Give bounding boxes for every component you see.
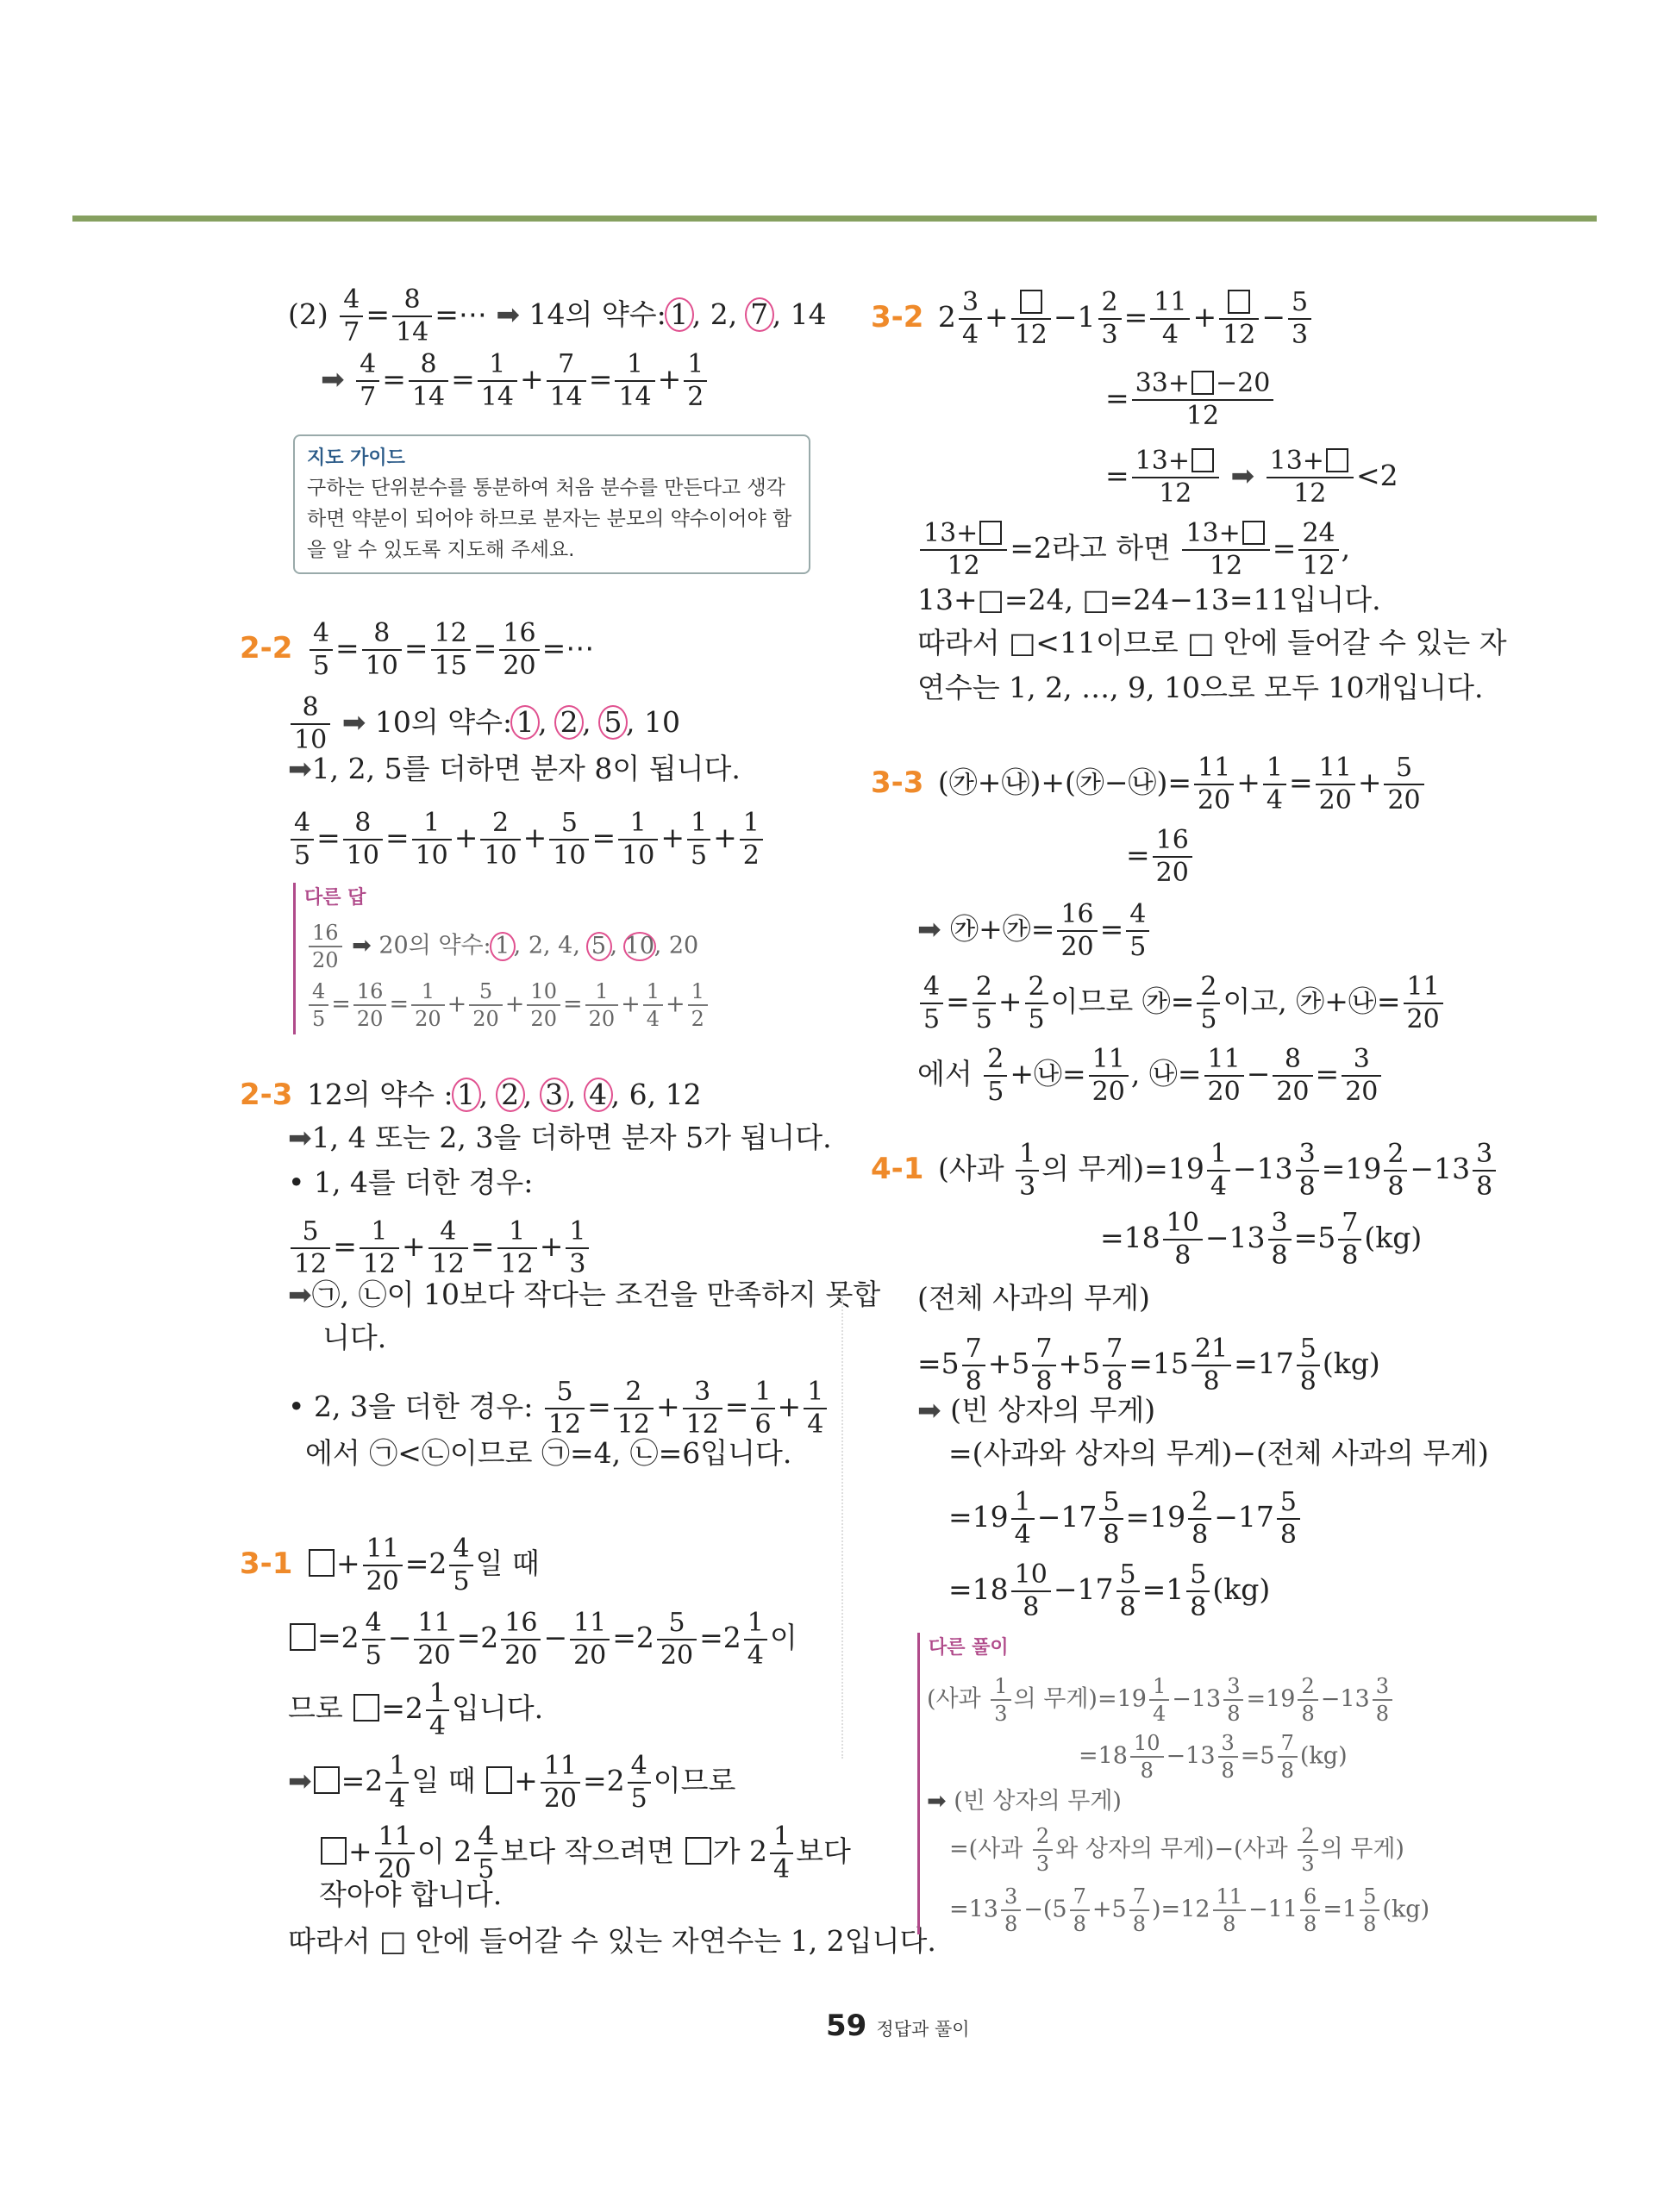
alt-solution-title: 다른 풀이 <box>929 1637 1009 1659</box>
arrow-icon: ➡ <box>288 1764 312 1797</box>
l32-so-b-text: 연수는 1, 2, …, 9, 10으로 모두 10개입니다. <box>917 671 1484 704</box>
boda-text: 보다 <box>796 1834 851 1868</box>
arrow-icon: ➡ <box>288 1121 312 1154</box>
teaching-guide-box <box>293 434 810 574</box>
arrow-icon: ➡ <box>288 752 312 785</box>
arrow-icon: ➡ <box>917 912 941 946</box>
apple-text: (사과 <box>937 1152 1004 1185</box>
case14-text: • 1, 4를 더한 경우: <box>288 1165 534 1199</box>
q23-line5 <box>288 1278 880 1312</box>
arrow-icon: ➡ <box>917 1393 941 1427</box>
q31-line5: + $\frac{11}{20}$ 이 2 $\frac{4}{5}$ 보다 작으려면 가 2 $\frac{1}{4}$ 보다 <box>319 1824 851 1883</box>
fail-a-text: ㉠, ㉡이 10보다 작다는 조건을 만족하지 못합 <box>311 1278 881 1311</box>
so-is-text: 이므로 <box>653 1764 736 1797</box>
q32-line4: $\frac{13+}{12}$ =2라고 하면 $\frac{13+}{12}$ = $\frac{24}{12}$ , <box>917 521 1350 579</box>
arrow-icon: ➡ <box>1230 459 1255 492</box>
q33-line1: 3-3 (㉮+㉯)+(㉮−㉯)= $\frac{11}{20}$ + $\frac{1}{4}$ = $\frac{11}{20}$ + $\frac{5}{20}$ <box>871 755 1427 814</box>
kg-text: (kg) <box>1212 1572 1271 1606</box>
kg-text: (kg) <box>1299 1742 1348 1770</box>
and-text: 이고, <box>1223 984 1287 1018</box>
q22-line3 <box>288 752 741 786</box>
if-eq2-text: =2라고 하면 <box>1010 531 1171 565</box>
q31-line2: =2 $\frac{4}{5}$ − $\frac{11}{20}$ =2 $\frac{16}{20}$ − $\frac{11}{20}$ =2 $\frac{5}{20}$ =2 $\frac{1}{4}$ 이 <box>288 1610 797 1669</box>
q32-line2: = $\frac{33+ -20}{12}$ <box>1105 371 1276 429</box>
concl23-text: 에서 ㉠<㉡이므로 ㉠=4, ㉡=6입니다. <box>305 1436 792 1470</box>
case23-text: • 2, 3을 더한 경우: <box>288 1390 534 1423</box>
q22-line1: 2-2 $\frac{4}{5}$ = $\frac{8}{10}$ = $\frac{12}{15}$ = $\frac{16}{20}$ =⋯ <box>240 618 595 681</box>
kg-text: (kg) <box>1382 1896 1430 1923</box>
final31-text: 따라서 □ 안에 들어갈 수 있는 자연수는 1, 2입니다. <box>288 1924 936 1958</box>
q41-line5 <box>917 1393 1155 1428</box>
alt-sol-line2: =18 $\frac{10}{8}$ −13 $\frac{3}{8}$ =5 $\frac{7}{8}$ (kg) <box>1079 1731 1348 1783</box>
total-apple-text: (전체 사과의 무게) <box>917 1281 1150 1315</box>
alt-sol-line4: =(사과 $\frac{2}{3}$ 와 상자의 무게)−(사과 $\frac{2}{3}$ 의 무게) <box>949 1824 1404 1876</box>
box-blank <box>309 1549 335 1577</box>
ga-text: 가 <box>712 1834 741 1868</box>
since-text: 이므로 <box>1050 984 1134 1018</box>
divisors12-text: 12의 약수 : <box>306 1078 453 1111</box>
q23-line4: $\frac{5}{12}$ = $\frac{1}{12}$ + $\frac{4}{12}$ = $\frac{1}{12}$ + $\frac{1}{3}$ <box>288 1219 591 1278</box>
page-footer <box>826 2009 970 2043</box>
box-blank <box>314 1766 340 1794</box>
less-than-if-text: 보다 작으려면 <box>500 1834 675 1868</box>
arrow-icon: ➡ <box>352 932 372 959</box>
apple-box-minus-text: =(사과와 상자의 무게)−(전체 사과의 무게) <box>948 1436 1489 1470</box>
label-2-2: 2-2 <box>240 631 293 665</box>
guide-body: 구하는 단위분수를 통분하여 처음 분수를 만든다고 생각하면 약분이 되어야 하므로 분자는 분모의 약수이어야 함을 알 수 있도록 지도해 주세요. <box>307 477 792 561</box>
label-2-3: 2-3 <box>240 1078 293 1112</box>
q22-line2: $\frac{8}{10}$ ➡ 10의 약수: 1 , 2 , 5 , 10 <box>288 695 680 753</box>
p2-line2: ➡ $\frac{4}{7}$ = $\frac{8}{14}$ = $\frac{1}{14}$ + $\frac{7}{14}$ = $\frac{1}{14}$ + $\frac{1}{2}$ <box>321 352 710 410</box>
kg-text: (kg) <box>1364 1221 1423 1254</box>
and-box-weight-text: 와 상자의 무게)−(사과 <box>1055 1835 1288 1863</box>
divisors20-text: 20의 약수: <box>378 932 491 959</box>
p2-line1: (2) $\frac{4}{7}$ = $\frac{8}{14}$ =⋯ ➡ 14의 약수: 1 , 2, 7 , 14 <box>288 284 827 347</box>
muro-text: 므로 <box>288 1691 343 1725</box>
q41-line7: =19 $\frac{1}{4}$ −17 $\frac{5}{8}$ =19 $\frac{2}{8}$ −17 $\frac{5}{8}$ <box>948 1490 1303 1548</box>
eseo-text: 에서 <box>917 1057 973 1090</box>
q32-line1: 3-2 2 $\frac{3}{4}$ + 12 −1 $\frac{2}{3}$ = $\frac{11}{4}$ + 12 − $\frac{5}{3}$ <box>871 290 1314 348</box>
q23-line7: • 2, 3을 더한 경우: $\frac{5}{12}$ = $\frac{2}{12}$ + $\frac{3}{12}$ = $\frac{1}{6}$ + $\frac{1}{4}$ <box>288 1379 829 1438</box>
q31-line1: 3-1 + $\frac{11}{20}$ =2 $\frac{4}{5}$ 일 때 <box>240 1534 540 1597</box>
header-rule <box>72 216 1597 222</box>
alt-sol-line3 <box>927 1784 1122 1819</box>
alt-sol-line5: =13 $\frac{3}{8}$ −(5 $\frac{7}{8}$ +5 $\frac{7}{8}$ )=12 $\frac{11}{8}$ −11 $\frac{6}{8}$ =1 $\frac{5}{8}$ (kg) <box>949 1884 1430 1936</box>
apple-text: (사과 <box>927 1685 981 1713</box>
q33-line3: ➡ ㉮+㉮= $\frac{16}{20}$ = $\frac{4}{5}$ <box>917 902 1152 960</box>
empty-box-text: (빈 상자의 무게) <box>950 1393 1156 1427</box>
q33-line4: $\frac{4}{5}$ = $\frac{2}{5}$ + $\frac{2}{5}$ 이므로 ㉮= $\frac{2}{5}$ 이고, ㉮+㉯= $\frac{11}{20}$ <box>917 974 1446 1033</box>
box-blank <box>486 1766 512 1794</box>
p2-label: (2) <box>288 297 328 331</box>
sum158-text: 1, 2, 5를 더하면 분자 8이 됩니다. <box>311 752 741 785</box>
i-suffix-text: 이 <box>769 1621 797 1654</box>
divisors10-text: 10의 약수: <box>374 705 513 739</box>
q31-line3: 므로 =2 $\frac{1}{4}$ 입니다. <box>288 1678 544 1741</box>
q33-line5: 에서 $\frac{2}{5}$ +㉯= $\frac{11}{20}$ , ㉯= $\frac{11}{20}$ − $\frac{8}{20}$ = $\frac{3}{20}$ <box>917 1047 1384 1105</box>
label-4-1: 4-1 <box>871 1152 924 1186</box>
q23-line1: 2-3 12의 약수 : 1 , 2 , 3 , 4 , 6, 12 <box>240 1078 702 1112</box>
divisors14-text: 14의 약수: <box>529 297 666 331</box>
q33-line2: = $\frac{16}{20}$ <box>1126 828 1195 886</box>
empty-box-text: (빈 상자의 무게) <box>954 1788 1122 1815</box>
page-number: 59 <box>826 2009 867 2043</box>
q23-line2 <box>288 1121 832 1155</box>
l32-sum-text: 13+□=24, □=24−13=11입니다. <box>917 583 1381 616</box>
alt-solution-box <box>917 1633 1480 1934</box>
alt-answer-line1: $\frac{16}{20}$ ➡ 20의 약수: 1 , 2, 4, 5 , 10, 20 <box>306 922 698 971</box>
when-text: 일 때 <box>411 1764 476 1797</box>
arrow-icon: ➡ <box>288 1278 312 1311</box>
arrow-icon: ➡ <box>321 362 345 396</box>
kg-text: (kg) <box>1322 1347 1380 1380</box>
box-blank <box>290 1623 316 1651</box>
q41-line2: =18 $\frac{10}{8}$ −13 $\frac{3}{8}$ =5 $\frac{7}{8}$ (kg) <box>1100 1208 1423 1271</box>
q41-line4: =5 $\frac{7}{8}$ +5 $\frac{7}{8}$ +5 $\frac{7}{8}$ =15 $\frac{21}{8}$ =17 $\frac{5}{8}$ (kg) <box>917 1334 1380 1397</box>
box-blank <box>321 1837 347 1865</box>
alt-answer-title: 다른 답 <box>304 887 366 909</box>
alt-answer-box <box>293 883 787 1034</box>
alt-sol-line1: (사과 $\frac{1}{3}$ 의 무게)=19 $\frac{1}{4}$ −13 $\frac{3}{8}$ =19 $\frac{2}{8}$ −13 $\frac{3}{8}$ <box>927 1676 1395 1724</box>
arrow-icon: ➡ <box>927 1788 947 1815</box>
weight-close-text: 의 무게) <box>1013 1685 1098 1713</box>
alt-answer-line2: $\frac{4}{5}$ = $\frac{16}{20}$ = $\frac{1}{20}$ + $\frac{5}{20}$ + $\frac{10}{20}$ = $\frac{1}{20}$ + $\frac{1}{4}$ + $\frac{1}{2}$ <box>306 981 710 1029</box>
arrow-icon: ➡ <box>341 705 366 739</box>
guide-title: 지도 가이드 <box>307 447 405 469</box>
sum14or23-text: 1, 4 또는 2, 3을 더하면 분자 5가 됩니다. <box>311 1121 832 1154</box>
label-3-1: 3-1 <box>240 1547 293 1581</box>
weight-close-text: 의 무게) <box>1041 1152 1145 1185</box>
imnida-text: 입니다. <box>452 1691 544 1725</box>
q32-line3: = $\frac{13+}{12}$ ➡ $\frac{13+}{12}$ <2 <box>1105 446 1398 509</box>
column-divider <box>841 1293 843 1759</box>
fail-b-text: 니다. <box>322 1321 387 1354</box>
q41-line8: =18 $\frac{10}{8}$ −17 $\frac{5}{8}$ =1 $\frac{5}{8}$ (kg) <box>948 1559 1271 1622</box>
arrow-icon: ➡ <box>496 297 520 331</box>
footer-text: 정답과 풀이 <box>876 2019 970 2040</box>
must-be-small-text: 작아야 합니다. <box>319 1878 503 1911</box>
label-3-2: 3-2 <box>871 300 924 334</box>
box-blank <box>685 1837 711 1865</box>
when-text: 일 때 <box>475 1547 540 1580</box>
i-suffix-text: 이 <box>416 1834 445 1868</box>
l32-so-a-text: 따라서 □<11이므로 □ 안에 들어갈 수 있는 자 <box>917 626 1507 659</box>
apple23-text: =(사과 <box>949 1835 1023 1863</box>
q22-line4: $\frac{4}{5}$ = $\frac{8}{10}$ = $\frac{1}{10}$ + $\frac{2}{10}$ + $\frac{5}{10}$ = $\frac{1}{10}$ + $\frac{1}{5}$ + $\frac{1}{2}$ <box>288 810 766 869</box>
box-blank <box>353 1694 379 1721</box>
q41-line1: 4-1 (사과 $\frac{1}{3}$ 의 무게)=19 $\frac{1}{4}$ −13 $\frac{3}{8}$ =19 $\frac{2}{8}$ −13 $\frac{3}{8}$ <box>871 1141 1498 1200</box>
q31-line4: ➡ =2 $\frac{1}{4}$ 일 때 + $\frac{11}{20}$ =2 $\frac{4}{5}$ 이므로 <box>288 1751 736 1814</box>
weight-close-text: 의 무게) <box>1320 1835 1404 1863</box>
label-3-3: 3-3 <box>871 765 924 800</box>
